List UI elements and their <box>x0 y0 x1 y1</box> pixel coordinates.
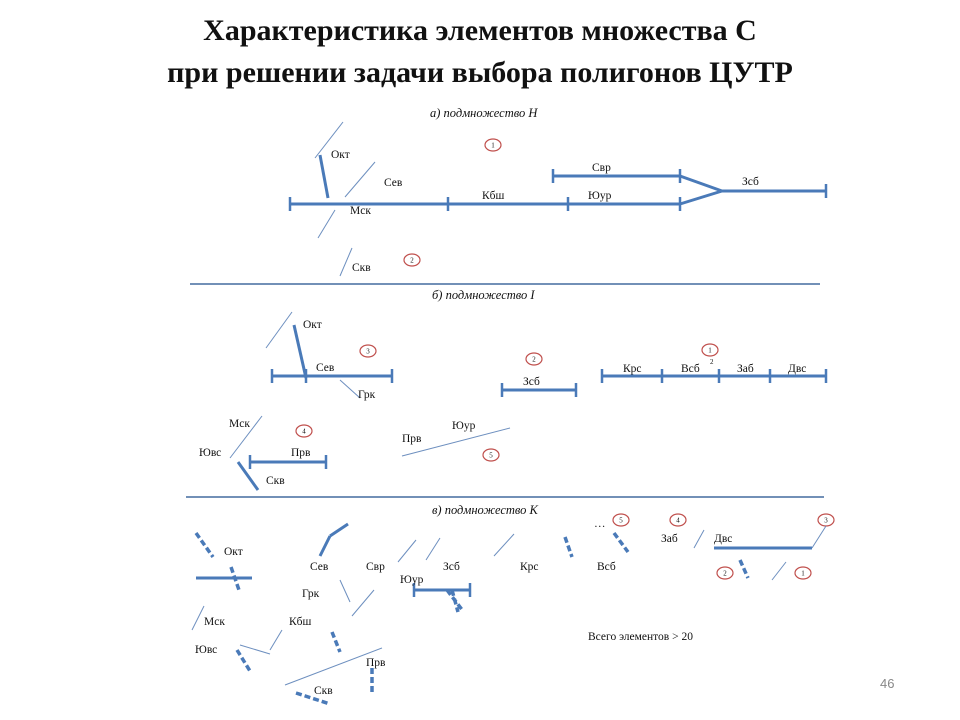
a-sev-thin <box>345 162 375 197</box>
c-label-yuur: Юур <box>400 574 424 586</box>
c-label-krs: Крс <box>520 561 539 573</box>
c-sev-line <box>320 536 330 556</box>
a-label-msk: Мск <box>350 205 371 217</box>
section-a-title: а) подмножество H <box>430 106 538 120</box>
c-dvs-thin <box>812 526 826 548</box>
c-marker-5-num: 5 <box>619 516 623 525</box>
c-label-prv: Прв <box>366 657 386 669</box>
c-msk-thin <box>192 606 204 630</box>
c-dash <box>332 632 340 652</box>
c-marker-1-num: 1 <box>801 569 805 578</box>
b-label-grk: Грк <box>358 389 376 401</box>
c-grk-thin <box>340 580 350 602</box>
c-label-zsb: Зсб <box>443 561 460 573</box>
b-label-zab: Заб <box>737 363 754 375</box>
c-total-label: Всего элементов > 20 <box>588 631 693 643</box>
c-label-grk: Грк <box>302 588 320 600</box>
b-marker-2-num: 2 <box>532 355 536 364</box>
c-label-zab: Заб <box>661 533 678 545</box>
b-label-dvs: Двс <box>788 363 807 375</box>
b-marker-3-num: 3 <box>366 347 370 356</box>
b-marker-1-num: 1 <box>708 346 712 355</box>
c-label-dots: … <box>594 518 606 530</box>
b-label-yuur: Юур <box>452 420 476 432</box>
title-line-1: Характеристика элементов множества C <box>203 14 757 47</box>
a-label-yuur: Юур <box>588 190 612 202</box>
b-okt-thin <box>266 312 292 348</box>
c-kbsh-thin <box>270 630 282 650</box>
c-dash <box>237 650 250 671</box>
c-marker-4-num: 4 <box>676 516 680 525</box>
c-label-msk: Мск <box>204 616 225 628</box>
c-label-vsb: Всб <box>597 561 616 573</box>
a-marker-2-num: 2 <box>410 256 414 265</box>
c-dash <box>614 533 628 552</box>
c-marker-3-num: 3 <box>824 516 828 525</box>
c-label-okt: Окт <box>224 546 243 558</box>
b-label-skv: Скв <box>266 475 285 487</box>
c-label-svr: Свр <box>366 561 385 573</box>
a-okt-line <box>320 155 328 198</box>
c-label-sev: Сев <box>310 561 329 573</box>
c-label-yuvs: Ювс <box>195 644 218 656</box>
c-label-skv: Скв <box>314 685 333 697</box>
b-label-vsb: Всб <box>681 363 700 375</box>
a-label-skv: Скв <box>352 262 371 274</box>
b-label-prv2: Прв <box>402 433 422 445</box>
c-thin <box>352 590 374 616</box>
c-zab-thin <box>694 530 704 548</box>
b-grk-thin <box>340 380 360 398</box>
a-marker-1-num: 1 <box>491 141 495 150</box>
a-label-svr: Свр <box>592 162 611 174</box>
page-number: 46 <box>880 676 895 691</box>
c-zsb-thin <box>426 538 440 560</box>
c-svr-thin <box>398 540 416 562</box>
b-okt-line <box>294 325 306 378</box>
c-label-dvs: Двс <box>714 533 733 545</box>
a-label-okt: Окт <box>331 149 350 161</box>
section-c-title: в) подмножество K <box>432 503 538 517</box>
b-label-zsb: Зсб <box>523 376 540 388</box>
title-line-2: при решении задачи выбора полигонов ЦУТР <box>167 56 793 89</box>
section-b-title: б) подмножество I <box>432 288 535 302</box>
b-yuvs-line <box>238 462 258 490</box>
c-label-kbsh: Кбш <box>289 616 312 628</box>
a-converge-line <box>680 176 722 191</box>
b-label-krs: Крс <box>623 363 642 375</box>
b-marker-4-num: 4 <box>302 427 306 436</box>
b-label-prv: Прв <box>291 447 311 459</box>
a-converge-line <box>680 191 722 204</box>
a-msk-thin <box>318 210 335 238</box>
b-label-sev: Сев <box>316 362 335 374</box>
a-label-sev: Сев <box>384 177 403 189</box>
a-label-zsb: Зсб <box>742 176 759 188</box>
b-label-yuvs: Ювс <box>199 447 222 459</box>
b-label-sup2: 2 <box>710 358 714 366</box>
c-krs-thin <box>494 534 514 556</box>
c-thin <box>772 562 786 580</box>
c-dash <box>196 533 213 557</box>
b-label-okt: Окт <box>303 319 322 331</box>
b-marker-5-num: 5 <box>489 451 493 460</box>
a-skv-thin <box>340 248 352 276</box>
c-dash <box>565 537 572 557</box>
c-thin <box>240 645 270 654</box>
c-marker-2-num: 2 <box>723 569 727 578</box>
c-dash <box>740 560 748 578</box>
b-label-msk: Мск <box>229 418 250 430</box>
c-sev-line <box>330 524 348 536</box>
a-label-kbsh: Кбш <box>482 190 505 202</box>
